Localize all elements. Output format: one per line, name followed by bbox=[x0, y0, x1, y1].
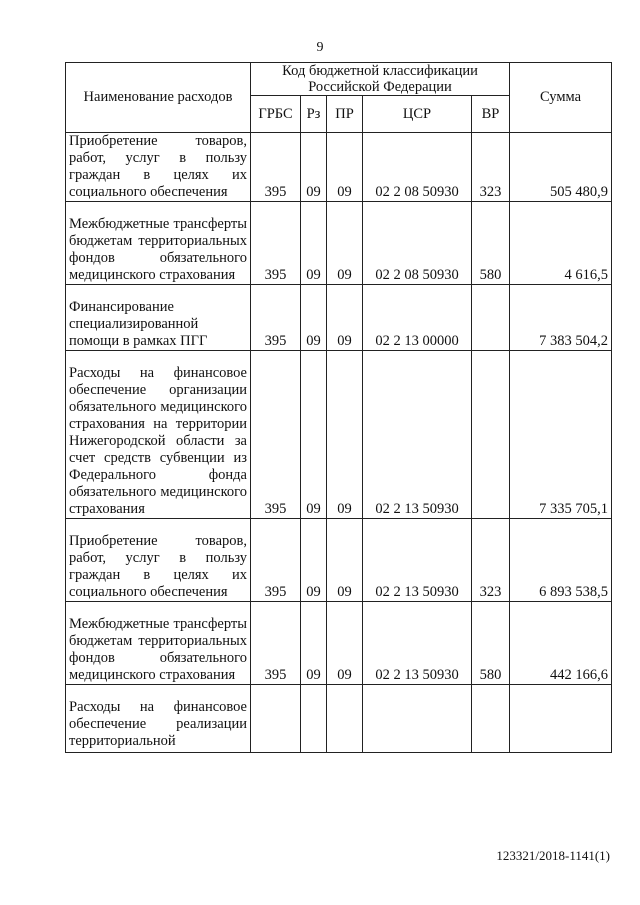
row-sum: 7 335 705,1 bbox=[510, 351, 612, 519]
row-sum: 6 893 538,5 bbox=[510, 519, 612, 602]
header-csr: ЦСР bbox=[363, 96, 472, 133]
row-pr: 09 bbox=[327, 519, 363, 602]
table-row bbox=[66, 202, 612, 285]
row-vr: 580 bbox=[472, 602, 510, 685]
row-pr: 09 bbox=[327, 202, 363, 285]
row-rz: 09 bbox=[301, 133, 327, 202]
row-csr: 02 2 13 50930 bbox=[363, 351, 472, 519]
row-pr bbox=[327, 685, 363, 753]
row-grbs: 395 bbox=[251, 285, 301, 351]
row-grbs: 395 bbox=[251, 202, 301, 285]
row-rz: 09 bbox=[301, 351, 327, 519]
row-name: Межбюджетные трансферты бюджетам территориальных фондов обязательного медицинского страхования bbox=[66, 602, 251, 685]
table-row bbox=[66, 351, 612, 519]
row-sum: 4 616,5 bbox=[510, 202, 612, 285]
row-rz: 09 bbox=[301, 202, 327, 285]
row-grbs: 395 bbox=[251, 133, 301, 202]
document-id: 123321/2018-1141(1) bbox=[496, 848, 610, 863]
row-vr: 580 bbox=[472, 202, 510, 285]
row-vr bbox=[472, 351, 510, 519]
budget-table bbox=[65, 62, 612, 753]
row-sum bbox=[510, 685, 612, 753]
row-csr: 02 2 08 50930 bbox=[363, 133, 472, 202]
row-name: Приобретение товаров, работ, услуг в пользу граждан в целях их социального обеспечения bbox=[66, 519, 251, 602]
table-row bbox=[66, 685, 612, 753]
row-grbs: 395 bbox=[251, 351, 301, 519]
row-rz bbox=[301, 685, 327, 753]
table-row bbox=[66, 285, 612, 351]
row-sum: 442 166,6 bbox=[510, 602, 612, 685]
row-name: Расходы на финансовое обеспечение организации обязательного медицинского страхования на территории Нижегородской области за счет средств субвенции из Федерального фонда обязательного медицинского страхования bbox=[66, 351, 251, 519]
table-row bbox=[66, 133, 612, 202]
row-vr bbox=[472, 685, 510, 753]
row-name: Расходы на финансовое обеспечение реализации территориальной bbox=[66, 685, 251, 753]
row-grbs: 395 bbox=[251, 602, 301, 685]
header-name: Наименование расходов bbox=[66, 63, 251, 133]
header-grbs: ГРБС bbox=[251, 96, 301, 133]
row-vr: 323 bbox=[472, 133, 510, 202]
row-rz: 09 bbox=[301, 602, 327, 685]
row-csr: 02 2 13 50930 bbox=[363, 519, 472, 602]
row-vr bbox=[472, 285, 510, 351]
row-rz: 09 bbox=[301, 285, 327, 351]
row-grbs: 395 bbox=[251, 519, 301, 602]
row-rz: 09 bbox=[301, 519, 327, 602]
row-pr: 09 bbox=[327, 133, 363, 202]
row-name: Приобретение товаров, работ, услуг в пользу граждан в целях их социального обеспечения bbox=[66, 133, 251, 202]
header-rz: Рз bbox=[301, 96, 327, 133]
row-pr: 09 bbox=[327, 602, 363, 685]
table-row bbox=[66, 519, 612, 602]
row-pr: 09 bbox=[327, 285, 363, 351]
row-grbs bbox=[251, 685, 301, 753]
row-name: Финансирование специализированной помощи в рамках ПГГ bbox=[66, 285, 251, 351]
row-csr: 02 2 08 50930 bbox=[363, 202, 472, 285]
page-number: 9 bbox=[316, 40, 324, 55]
header-sum: Сумма bbox=[510, 63, 612, 133]
row-csr: 02 2 13 00000 bbox=[363, 285, 472, 351]
row-vr: 323 bbox=[472, 519, 510, 602]
row-csr bbox=[363, 685, 472, 753]
table-row bbox=[66, 602, 612, 685]
header-vr: ВР bbox=[472, 96, 510, 133]
row-sum: 7 383 504,2 bbox=[510, 285, 612, 351]
row-name: Межбюджетные трансферты бюджетам территориальных фондов обязательного медицинского страхования bbox=[66, 202, 251, 285]
row-sum: 505 480,9 bbox=[510, 133, 612, 202]
header-pr: ПР bbox=[327, 96, 363, 133]
header-code-group: Код бюджетной классификации Российской Федерации bbox=[251, 63, 510, 96]
row-pr: 09 bbox=[327, 351, 363, 519]
row-csr: 02 2 13 50930 bbox=[363, 602, 472, 685]
